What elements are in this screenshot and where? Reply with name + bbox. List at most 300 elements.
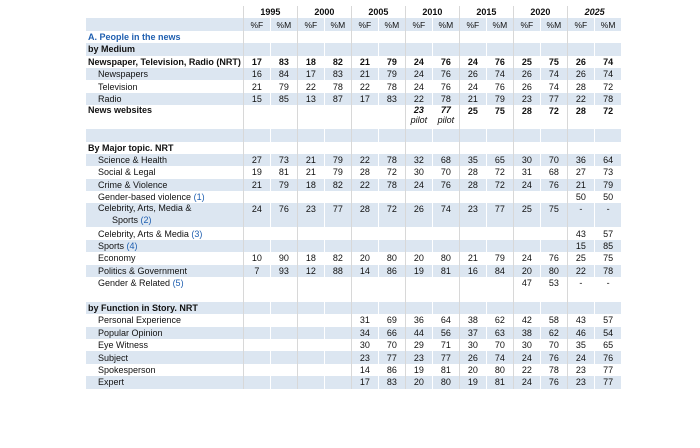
empty-cell — [567, 289, 594, 301]
male-pct — [378, 240, 405, 252]
male-pct — [432, 191, 459, 203]
year-header: 2025 — [567, 6, 621, 18]
female-pct — [459, 240, 486, 252]
empty-cell — [486, 129, 513, 141]
value: 77 — [440, 105, 451, 116]
male-pct — [324, 351, 351, 363]
female-pct: 24 — [459, 80, 486, 92]
female-pct: 22 — [567, 93, 594, 105]
row-label-text: Subject — [98, 352, 129, 363]
empty-cell — [270, 302, 297, 314]
male-pct: 74 — [594, 56, 621, 68]
spacer-row — [86, 289, 622, 301]
year-header-row — [86, 6, 622, 18]
row-label-text: Crime & Violence — [98, 179, 168, 190]
female-pct: 23 — [297, 203, 324, 227]
empty-cell — [243, 289, 270, 301]
female-pct: 22 — [351, 154, 378, 166]
female-pct — [243, 351, 270, 363]
empty-cell — [486, 43, 513, 55]
table-row — [86, 105, 622, 129]
female-pct-header: %F — [243, 18, 270, 30]
male-pct — [324, 105, 351, 129]
male-pct: 74 — [432, 203, 459, 227]
empty-cell — [405, 142, 432, 154]
empty-cell — [243, 302, 270, 314]
female-pct: 30 — [459, 339, 486, 351]
female-pct — [351, 240, 378, 252]
male-pct: 81 — [270, 166, 297, 178]
section-a-row — [86, 31, 622, 43]
male-pct — [432, 105, 459, 129]
female-pct: 27 — [567, 166, 594, 178]
empty-cell — [351, 302, 378, 314]
female-pct: 20 — [513, 265, 540, 277]
female-pct: 15 — [567, 240, 594, 252]
empty-cell — [351, 43, 378, 55]
row-label — [86, 68, 244, 80]
male-pct: 76 — [486, 80, 513, 92]
female-pct: 28 — [567, 80, 594, 92]
female-pct: 19 — [459, 376, 486, 388]
female-pct: 24 — [459, 56, 486, 68]
empty-cell — [270, 289, 297, 301]
row-label — [86, 314, 244, 326]
female-pct — [297, 327, 324, 339]
male-pct: 76 — [432, 56, 459, 68]
female-pct: 29 — [405, 339, 432, 351]
row-label — [86, 80, 244, 92]
male-pct: 87 — [324, 93, 351, 105]
female-pct: - — [567, 277, 594, 289]
female-pct: 50 — [567, 191, 594, 203]
row-label-text: Sports — [98, 241, 125, 252]
female-pct — [297, 227, 324, 239]
table-row — [86, 364, 622, 376]
male-pct — [378, 277, 405, 289]
male-pct: 70 — [540, 154, 567, 166]
male-pct: 76 — [270, 203, 297, 227]
empty-cell — [405, 129, 432, 141]
male-pct: 78 — [432, 93, 459, 105]
male-pct: 70 — [378, 339, 405, 351]
female-pct: 26 — [513, 68, 540, 80]
empty-cell — [324, 43, 351, 55]
female-pct: 28 — [567, 105, 594, 129]
table-row — [86, 265, 622, 277]
female-pct: 20 — [405, 252, 432, 264]
male-pct: 73 — [270, 154, 297, 166]
empty-cell — [297, 142, 324, 154]
female-pct: 28 — [351, 166, 378, 178]
male-pct — [270, 376, 297, 388]
row-label — [86, 252, 244, 264]
female-pct: 26 — [459, 351, 486, 363]
male-pct-header: %M — [270, 18, 297, 30]
empty-cell — [459, 289, 486, 301]
male-pct — [270, 339, 297, 351]
female-pct: 10 — [243, 252, 270, 264]
male-pct — [270, 351, 297, 363]
male-pct: 78 — [540, 364, 567, 376]
row-label-text: Social & Legal — [98, 167, 156, 178]
female-pct — [405, 191, 432, 203]
male-pct: 70 — [540, 339, 567, 351]
female-pct: 24 — [405, 179, 432, 191]
empty-cell — [378, 289, 405, 301]
female-pct: 36 — [567, 154, 594, 166]
empty-cell — [405, 302, 432, 314]
female-pct — [351, 191, 378, 203]
empty-cell — [405, 289, 432, 301]
male-pct — [324, 327, 351, 339]
empty-cell — [297, 302, 324, 314]
year-header: 2020 — [513, 6, 567, 18]
table-row — [86, 80, 622, 92]
female-pct: 17 — [351, 93, 378, 105]
male-pct: 75 — [594, 252, 621, 264]
female-pct: 26 — [513, 80, 540, 92]
male-pct: 68 — [432, 154, 459, 166]
male-pct: 84 — [270, 68, 297, 80]
empty-cell — [540, 289, 567, 301]
female-pct: 21 — [297, 166, 324, 178]
by-topic-heading-label: By Major topic. NRT — [86, 142, 244, 154]
female-pct — [297, 240, 324, 252]
male-pct — [540, 191, 567, 203]
female-pct: 22 — [297, 80, 324, 92]
table-row — [86, 314, 622, 326]
male-pct: 76 — [432, 179, 459, 191]
gmmp-data-table — [85, 6, 621, 389]
empty-cell — [540, 302, 567, 314]
male-pct: 93 — [270, 265, 297, 277]
female-pct — [297, 277, 324, 289]
female-pct — [405, 227, 432, 239]
female-pct — [297, 376, 324, 388]
empty-cell — [270, 142, 297, 154]
empty-cell — [324, 31, 351, 43]
male-pct: 76 — [432, 80, 459, 92]
row-label-text: Politics & Government — [98, 265, 188, 276]
male-pct: 86 — [378, 364, 405, 376]
female-pct — [405, 277, 432, 289]
male-pct: 86 — [378, 265, 405, 277]
empty-cell — [243, 129, 270, 141]
empty-cell — [486, 302, 513, 314]
section-title: A. People in the news — [86, 31, 244, 43]
male-pct: 75 — [540, 56, 567, 68]
female-pct: - — [567, 203, 594, 227]
male-pct — [270, 364, 297, 376]
female-pct: 21 — [297, 154, 324, 166]
female-pct: 42 — [513, 314, 540, 326]
empty-cell — [378, 43, 405, 55]
table-row — [86, 240, 622, 252]
row-label — [86, 56, 244, 68]
empty-cell — [513, 43, 540, 55]
male-pct: 72 — [486, 166, 513, 178]
table-row — [86, 327, 622, 339]
empty-cell — [378, 302, 405, 314]
female-pct-header: %F — [297, 18, 324, 30]
female-pct: 23 — [459, 203, 486, 227]
male-pct-header: %M — [594, 18, 621, 30]
pilot-note: pilot — [437, 115, 455, 126]
empty-cell — [486, 142, 513, 154]
female-pct-header: %F — [459, 18, 486, 30]
empty-cell — [243, 142, 270, 154]
empty-cell — [513, 142, 540, 154]
female-pct: 17 — [351, 376, 378, 388]
male-pct: 82 — [324, 179, 351, 191]
male-pct — [540, 227, 567, 239]
table-row — [86, 191, 622, 203]
male-pct — [270, 277, 297, 289]
female-pct: 27 — [243, 154, 270, 166]
sex-header-row — [86, 18, 622, 30]
female-pct-header: %F — [567, 18, 594, 30]
male-pct: 81 — [432, 364, 459, 376]
female-pct: 28 — [459, 179, 486, 191]
row-label — [86, 327, 244, 339]
year-header: 2000 — [297, 6, 351, 18]
empty-cell — [297, 31, 324, 43]
female-pct: 28 — [351, 203, 378, 227]
female-pct: 24 — [405, 80, 432, 92]
male-pct: 80 — [378, 252, 405, 264]
male-pct: - — [594, 277, 621, 289]
female-pct: 17 — [243, 56, 270, 68]
male-pct: 64 — [432, 314, 459, 326]
empty-cell — [432, 142, 459, 154]
female-pct — [405, 240, 432, 252]
male-pct: 53 — [540, 277, 567, 289]
empty-cell — [594, 43, 621, 55]
footnote-ref: (3) — [191, 228, 203, 239]
male-pct: 62 — [486, 314, 513, 326]
table-row — [86, 252, 622, 264]
female-pct: 19 — [405, 364, 432, 376]
row-label — [86, 227, 244, 239]
female-pct: 24 — [513, 252, 540, 264]
empty-cell — [243, 31, 270, 43]
male-pct: 77 — [540, 93, 567, 105]
empty-cell — [351, 129, 378, 141]
table-row — [86, 179, 622, 191]
female-pct: 12 — [297, 265, 324, 277]
female-pct: 22 — [351, 179, 378, 191]
year-header: 2005 — [351, 6, 405, 18]
male-pct: 58 — [540, 314, 567, 326]
female-pct: 24 — [405, 68, 432, 80]
male-pct: 73 — [594, 166, 621, 178]
row-label-text: Popular Opinion — [98, 327, 163, 338]
male-pct — [324, 277, 351, 289]
female-pct: 30 — [513, 339, 540, 351]
empty-cell — [378, 31, 405, 43]
male-pct: 68 — [540, 166, 567, 178]
male-pct: 79 — [486, 93, 513, 105]
male-pct — [486, 191, 513, 203]
female-pct: 34 — [351, 327, 378, 339]
male-pct: 80 — [486, 364, 513, 376]
female-pct — [459, 227, 486, 239]
empty-cell — [270, 31, 297, 43]
male-pct — [324, 240, 351, 252]
male-pct: 76 — [486, 56, 513, 68]
spacer-row — [86, 129, 622, 141]
table-row — [86, 68, 622, 80]
row-label — [86, 265, 244, 277]
female-pct — [297, 105, 324, 129]
female-pct: 22 — [513, 364, 540, 376]
male-pct: 79 — [594, 179, 621, 191]
empty-cell — [297, 129, 324, 141]
empty-cell — [86, 129, 244, 141]
row-label — [86, 351, 244, 363]
female-pct — [513, 240, 540, 252]
female-pct — [513, 191, 540, 203]
male-pct: 72 — [378, 203, 405, 227]
male-pct — [324, 376, 351, 388]
male-pct: 83 — [324, 68, 351, 80]
empty-cell — [513, 31, 540, 43]
female-pct: 14 — [351, 265, 378, 277]
table-row — [86, 154, 622, 166]
male-pct: 76 — [540, 252, 567, 264]
row-label-text: Personal Experience — [98, 315, 182, 326]
male-pct: 78 — [324, 80, 351, 92]
empty-cell — [486, 31, 513, 43]
female-pct: 28 — [513, 105, 540, 129]
female-pct — [243, 105, 270, 129]
male-pct: 79 — [324, 154, 351, 166]
female-pct: 43 — [567, 314, 594, 326]
male-pct: 74 — [540, 80, 567, 92]
empty-cell — [432, 302, 459, 314]
female-pct: 22 — [567, 265, 594, 277]
female-pct: 26 — [405, 203, 432, 227]
male-pct: 77 — [486, 203, 513, 227]
table-row — [86, 166, 622, 178]
row-label — [86, 277, 244, 289]
empty-cell — [594, 289, 621, 301]
empty-cell — [432, 289, 459, 301]
table-row — [86, 203, 622, 227]
male-pct — [324, 227, 351, 239]
male-pct: 57 — [594, 314, 621, 326]
male-pct: 65 — [486, 154, 513, 166]
male-pct: 78 — [594, 265, 621, 277]
row-label — [86, 105, 244, 129]
male-pct: 84 — [486, 265, 513, 277]
corner-cell — [86, 6, 244, 18]
male-pct: 76 — [432, 68, 459, 80]
male-pct: 88 — [324, 265, 351, 277]
table-row — [86, 93, 622, 105]
female-pct — [351, 277, 378, 289]
female-pct: 20 — [405, 376, 432, 388]
male-pct: 80 — [432, 376, 459, 388]
row-label-text: Gender-based violence — [98, 192, 192, 203]
row-label-text: Celebrity, Arts & Media — [98, 228, 189, 239]
female-pct: 30 — [351, 339, 378, 351]
empty-cell — [513, 302, 540, 314]
female-pct — [243, 376, 270, 388]
empty-cell — [270, 129, 297, 141]
empty-cell — [324, 142, 351, 154]
female-pct — [405, 105, 432, 129]
by-medium-heading-label: by Medium — [86, 43, 244, 55]
empty-cell — [324, 302, 351, 314]
empty-cell — [567, 129, 594, 141]
male-pct — [270, 191, 297, 203]
empty-cell — [86, 289, 244, 301]
table-row — [86, 277, 622, 289]
female-pct: 37 — [459, 327, 486, 339]
empty-cell — [297, 289, 324, 301]
female-pct — [243, 364, 270, 376]
row-label — [86, 154, 244, 166]
female-pct: 26 — [567, 56, 594, 68]
empty-cell — [459, 302, 486, 314]
table-row — [86, 56, 622, 68]
empty-cell — [567, 302, 594, 314]
female-pct: 23 — [513, 93, 540, 105]
female-pct: 19 — [405, 265, 432, 277]
empty-cell — [540, 142, 567, 154]
female-pct: 20 — [459, 364, 486, 376]
row-label-text: Radio — [98, 93, 122, 104]
female-pct — [459, 277, 486, 289]
male-pct: 72 — [540, 105, 567, 129]
female-pct: 21 — [567, 179, 594, 191]
empty-cell — [567, 142, 594, 154]
female-pct: 24 — [513, 351, 540, 363]
female-pct: 7 — [243, 265, 270, 277]
male-pct — [432, 240, 459, 252]
male-pct: 76 — [594, 351, 621, 363]
male-pct: 72 — [594, 80, 621, 92]
female-pct — [297, 339, 324, 351]
male-pct: 82 — [324, 252, 351, 264]
female-pct — [351, 105, 378, 129]
male-pct-header: %M — [432, 18, 459, 30]
empty-cell — [351, 289, 378, 301]
female-pct-header: %F — [405, 18, 432, 30]
year-header: 1995 — [243, 6, 297, 18]
male-pct — [324, 314, 351, 326]
male-pct — [270, 314, 297, 326]
row-label-text: Celebrity, Arts, Media & — [98, 203, 192, 214]
male-pct-header: %M — [540, 18, 567, 30]
female-pct: 46 — [567, 327, 594, 339]
female-pct: 36 — [405, 314, 432, 326]
female-pct — [243, 191, 270, 203]
empty-cell — [324, 289, 351, 301]
year-header: 2015 — [459, 6, 513, 18]
row-label — [86, 364, 244, 376]
row-label — [86, 191, 244, 203]
female-pct: 18 — [297, 56, 324, 68]
female-pct: 21 — [243, 80, 270, 92]
female-pct: 18 — [297, 179, 324, 191]
female-pct — [513, 227, 540, 239]
male-pct: 72 — [378, 166, 405, 178]
male-pct — [486, 227, 513, 239]
female-pct: 23 — [351, 351, 378, 363]
